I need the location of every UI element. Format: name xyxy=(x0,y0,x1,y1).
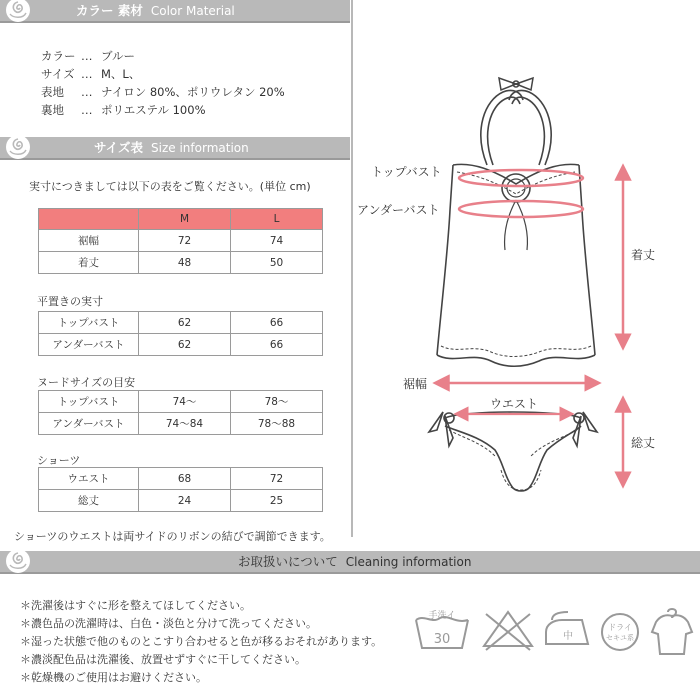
shorts-outline xyxy=(429,412,597,491)
care-section-header xyxy=(0,551,700,574)
hand-wash-icon xyxy=(416,609,468,648)
hang-dry-icon xyxy=(652,609,692,654)
under-bust-marker xyxy=(459,201,583,217)
table-cell: 72 xyxy=(139,230,231,252)
table-cell: 66 xyxy=(231,312,323,334)
dry-clean-sub: セキユ系 xyxy=(606,634,634,642)
shorts-title: ショーツ xyxy=(37,454,81,467)
total-length-label: 総丈 xyxy=(631,436,656,450)
length-label: 着丈 xyxy=(631,248,656,262)
hand-wash-label: 手洗イ xyxy=(428,611,456,621)
table-cell: 25 xyxy=(231,490,323,512)
table-header-cell: M xyxy=(139,209,231,230)
table-cell: 裾幅 xyxy=(39,230,139,252)
care-title-en: Cleaning information xyxy=(345,555,472,569)
dry-clean-label: ドライ xyxy=(608,623,632,632)
size-table-shorts xyxy=(38,467,323,512)
material-sep: … xyxy=(81,103,93,117)
material-value: ブルー xyxy=(101,49,136,63)
waist-label: ウエスト xyxy=(490,397,539,411)
table-header-cell: L xyxy=(231,209,323,230)
size-table-nude xyxy=(38,390,323,435)
size-title-jp: サイズ表 xyxy=(94,140,144,155)
table-cell: トップバスト xyxy=(39,391,139,413)
table-row xyxy=(39,312,323,334)
top-bust-label: トップバスト xyxy=(371,165,442,179)
table-header-cell xyxy=(39,209,139,230)
bow-icon xyxy=(499,78,533,90)
table-cell: 68 xyxy=(139,468,231,490)
nude-size-title: ヌードサイズの目安 xyxy=(37,376,136,389)
top-bust-marker xyxy=(459,170,583,186)
table-row xyxy=(39,391,323,413)
flat-size-title: 平置きの実寸 xyxy=(37,295,103,308)
material-sep: … xyxy=(81,49,93,63)
care-line: ＊濃淡配色品は洗濯後、放置せずすぐに干してください。 xyxy=(20,653,306,666)
table-cell: アンダーバスト xyxy=(39,413,139,435)
care-symbols xyxy=(412,604,700,660)
care-line: ＊洗濯後はすぐに形を整えてほしてください。 xyxy=(20,599,251,612)
table-cell: 50 xyxy=(231,252,323,274)
table-cell: 78～ xyxy=(231,391,323,413)
table-row xyxy=(39,490,323,512)
material-section-header xyxy=(0,0,350,23)
iron-icon xyxy=(546,612,588,644)
material-value: M、L、 xyxy=(101,67,141,81)
table-cell: アンダーバスト xyxy=(39,334,139,356)
material-title-en: Color Material xyxy=(150,4,235,18)
size-table-flat xyxy=(38,311,323,356)
dry-clean-icon xyxy=(602,614,638,650)
table-cell: 74～ xyxy=(139,391,231,413)
table-row xyxy=(39,413,323,435)
size-table-main xyxy=(38,208,323,274)
table-row xyxy=(39,252,323,274)
care-title-jp: お取扱いについて xyxy=(238,554,338,569)
table-header-row xyxy=(39,209,323,230)
table-cell: 66 xyxy=(231,334,323,356)
material-value: ナイロン 80%、ポリウレタン 20% xyxy=(101,85,285,99)
material-title-jp: カラー 素材 xyxy=(76,3,143,18)
top-outline xyxy=(437,164,595,366)
size-section-header xyxy=(0,137,350,160)
rose-icon xyxy=(4,133,32,161)
garment-diagram xyxy=(353,0,700,537)
size-title-en: Size information xyxy=(151,141,249,155)
table-cell: 72 xyxy=(231,468,323,490)
table-row xyxy=(39,468,323,490)
material-sep: … xyxy=(81,67,93,81)
shorts-note: ショーツのウエストは両サイドのリボンの結びで調節できます。 xyxy=(14,530,331,543)
material-row xyxy=(41,101,285,119)
table-cell: ウエスト xyxy=(39,468,139,490)
iron-label: 中 xyxy=(563,631,573,642)
care-line: ＊濃色品の洗濯時は、白色・淡色と分けて洗ってください。 xyxy=(20,617,317,630)
material-list xyxy=(41,47,285,119)
rose-icon xyxy=(4,547,32,575)
table-cell: 着丈 xyxy=(39,252,139,274)
rose-icon xyxy=(4,0,32,24)
table-cell: 総丈 xyxy=(39,490,139,512)
material-key: 裏地 xyxy=(41,103,64,117)
size-note: 実寸につきましては以下の表をご覧ください。(単位 cm) xyxy=(29,180,311,193)
under-bust-label: アンダーバスト xyxy=(357,203,440,217)
hand-wash-temp: 30 xyxy=(433,632,451,647)
table-row xyxy=(39,334,323,356)
material-row xyxy=(41,83,285,101)
material-key: 表地 xyxy=(41,85,64,99)
care-line: ＊湿った状態で他のものとこすり合わせると色が移るおそれがあります。 xyxy=(20,635,383,648)
table-cell: 48 xyxy=(139,252,231,274)
material-row xyxy=(41,65,285,83)
material-sep: … xyxy=(81,85,93,99)
material-key: カラー xyxy=(41,49,76,63)
care-instructions xyxy=(20,597,382,687)
material-row xyxy=(41,47,285,65)
material-key: サイズ xyxy=(41,67,75,81)
table-cell: トップバスト xyxy=(39,312,139,334)
care-line: ＊乾燥機のご使用はお避けください。 xyxy=(20,671,207,684)
no-bleach-icon xyxy=(484,612,532,650)
table-cell: 74～84 xyxy=(139,413,231,435)
table-cell: 24 xyxy=(139,490,231,512)
table-cell: 78～88 xyxy=(231,413,323,435)
table-cell: 74 xyxy=(231,230,323,252)
table-cell: 62 xyxy=(139,334,231,356)
hem-label: 裾幅 xyxy=(403,377,428,391)
table-row xyxy=(39,230,323,252)
halter-strap xyxy=(481,90,551,165)
table-cell: 62 xyxy=(139,312,231,334)
material-value: ポリエステル 100% xyxy=(101,103,206,117)
